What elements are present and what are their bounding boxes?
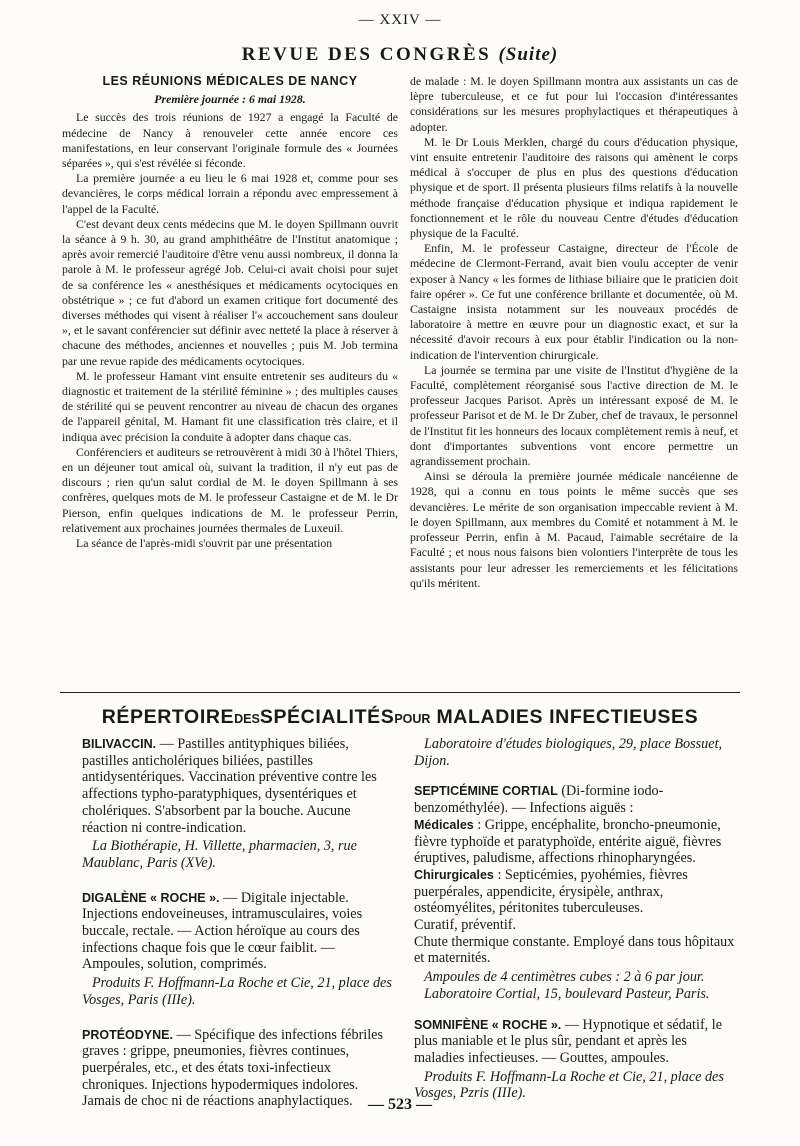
entry-digalene [82, 890, 398, 1009]
product-description: — Pastilles antityphiques biliées, pastilles anticholériques biliées, pastilles antidysentériques. Vaccination préventive contre les affections typho-paratyphiques, dysentériques et cholériques. S'absorbent par la bouche. Aucune réaction ni contre-indication. [82, 736, 377, 836]
indication-label: Médicales [414, 817, 474, 832]
page-title [0, 44, 800, 66]
article-paragraph: M. le professeur Hamant vint ensuite entretenir ses auditeurs du « diagnostic et traitement de la stérilité féminine » ; des multiples causes de stérilité qui se peuvent rencontrer au niveau de chacun des organes de l'appareil génital, M. Hamant fit une classification très claire, et il indiqua avec précision la conduite à adopter dans chaque cas. [62, 368, 398, 444]
indication-text: : Septicémies, pyohémies, fièvres puerpérales, appendicite, érysipèle, anthrax, ostéomyélites, péritonites tuberculeuses. [414, 866, 688, 917]
indication-text: : Grippe, encéphalite, broncho-pneumonie, fièvre typhoïde et paratyphoïde, entérite aiguë, fièvres éruptives, paludisme, affections rhinopharyngées. [414, 816, 722, 867]
article-heading: LES RÉUNIONS MÉDICALES DE NANCY [102, 74, 358, 88]
page-roman-numeral: — XXIV — [358, 12, 442, 28]
page-number: — 523 — [368, 1096, 432, 1113]
product-lab: Laboratoire Cortial, 15, boulevard Pasteur, Paris. [424, 985, 710, 1002]
article-paragraph: C'est devant deux cents médecins que M. le doyen Spillmann ouvrit la séance à 9 h. 30, au grand amphithéâtre de l'Institut anatomique ; après avoir remercié l'auditoire d'être venu aussi nombreux, il donna la parole à M. le professeur agrégé Job. Celui-ci avait choisi pour sujet de sa conférence les « anesthésiques et médicaments ocytociques en obstétrique » ; ce fut d'abord un examen critique fort documenté des diverses méthodes qui visent à réaliser l'« accouchement sans douleur », et le savant conférencier sut définir avec netteté la place à réserver à chacune des méthodes, anciennes et nouvelles ; puis M. Job termina par une revue rapide des médicaments ocytociques. [62, 216, 398, 368]
section-divider [60, 692, 740, 693]
article-paragraph: Ainsi se déroula la première journée médicale nancéienne de 1928, qui a connu en tous points le même succès que ses devancières. Le mérite de son organisation impeccable revient à M. le doyen Spillmann, aux membres du Comité et notamment à M. le professeur Perrin, enfin à M. Pacaud, l'aimable secrétaire de la Faculté ; et nous nous faisons bien volontiers l'interprète de tous les assistants pour leur adresser les remerciements et les félicitations qu'ils méritent. [410, 469, 738, 590]
product-description: — Spécifique des infections fébriles graves : grippe, pneumonies, fièvres continues, puerpérales, etc., et des états toxi-infectieux chroniques. Injections hypodermiques indolores. Jamais de choc ni de réactions anaphylactiques. [82, 1026, 383, 1110]
article-continuation: de malade : M. le doyen Spillmann montra aux assistants un cas de lèpre tuberculeuse, et ce fut pour lui l'occasion d'intéressantes considérations sur les mesures prophylactiques et thérapeutiques à adopter. [410, 74, 738, 134]
entry-bilivaccin [82, 736, 398, 872]
article-paragraph: Conférenciers et auditeurs se retrouvèrent à midi 30 à l'hôtel Thiers, en un déjeuner tout amical où, suivant la tradition, il n'y eut pas de discours ; rien qu'un salut cordial de M. le doyen Spillmann à ses confrères, quelques mots de M. le professeur Castaigne et de M. le Dr Pierson, enfin quelques indications de M. le professeur Perrin, relativement aux prochaines journées thermales de Luxeuil. [62, 444, 398, 535]
product-name: BILIVACCIN. [82, 737, 157, 751]
product-name: PROTÉODYNE. [82, 1027, 173, 1042]
repertoire-title-word: SPÉCIALITÉS [259, 706, 395, 728]
repertoire-title [0, 706, 800, 729]
indication-text: Curatif, préventif. [414, 917, 517, 934]
repertoire-title-word: MALADIES INFECTIEUSES [436, 706, 699, 728]
entry-proteodyne-lab [414, 736, 738, 769]
indication-label: Chirurgicales [414, 867, 494, 882]
product-name: SOMNIFÈNE « ROCHE ». [414, 1017, 562, 1032]
article-paragraph: Le succès des trois réunions de 1927 a engagé la Faculté de médecine de Nancy à renouveler cette année encore ces manifestations, en leur conservant l'originale formule des « Journées séparées », qui s'est révélée si féconde. [62, 110, 398, 171]
title-suffix: (Suite) [498, 44, 559, 65]
product-lab: Laboratoire d'études biologiques, 29, place Bossuet, Dijon. [414, 736, 723, 769]
repertoire-title-word: POUR [394, 712, 431, 726]
product-lab: Produits F. Hoffmann-La Roche et Cie, 21, place des Vosges, Paris (IIIe). [82, 975, 392, 1008]
product-lab: Produits F. Hoffmann-La Roche et Cie, 21, place des Vosges, Pzris (IIIe). [414, 1068, 724, 1102]
repertoire-right-column [414, 736, 738, 1120]
article-paragraph: M. le Dr Louis Merklen, chargé du cours d'éducation physique, vint ensuite entretenir l'auditoire des raisons qui amènent le corps médical à s'occuper de plus en plus des questions d'éducation physique et de sport. Il présenta plusieurs films relatifs à la nouvelle méthode française d'éducation physique et indiqua rapidement le fonctionnement et le rôle du nouveau Centre d'études d'éducation physique de la Faculté. [410, 134, 738, 241]
article-left-column [62, 74, 398, 551]
product-description: — Hypnotique et sédatif, le plus maniable et le plus sûr, pendant et après les maladies infectieuses. — Gouttes, ampoules. [414, 1016, 723, 1066]
article-paragraph: Enfin, M. le professeur Castaigne, directeur de l'École de médecine de Clermont-Ferrand, avait bien voulu accepter de venir exposer à Nancy « les formes de lithiase biliaire que le praticien doit faire opérer ». Ce fut une conférence brillante et documentée, où M. Castaigne insista notamment sur les nouveaux procédés de laboratoire à mettre en œuvre pour un diagnostic exact, et sur la nécessité d'avoir recours à eux pour établir l'indication ou la non-indication de l'intervention chirurgicale. [410, 241, 738, 362]
indication-text: Chute thermique constante. Employé dans tous hôpitaux et maternités. [414, 933, 735, 967]
article-right-column [410, 74, 738, 591]
title-text: REVUE DES CONGRÈS [241, 44, 492, 65]
entry-somnifene [414, 1017, 738, 1103]
article-paragraph: La journée se termina par une visite de l'Institut d'hygiène de la Faculté, complètement réorganisé sous l'active direction de M. le professeur Jacques Parisot. Après un intéressant exposé de M. le professeur Parisot et de M. le Dr Zuber, chef de travaux, le personnel de l'Institut fit les honneurs des locaux complètement remis à neuf, et dont d'importantes subventions vont encore permettre un agrandissement prochain. [410, 362, 738, 469]
entry-septicemine [414, 783, 738, 1002]
repertoire-left-column [82, 736, 398, 1128]
repertoire-title-word: RÉPERTOIRE [101, 706, 235, 728]
product-dosage: Ampoules de 4 centimètres cubes : 2 à 6 par jour. [424, 969, 705, 986]
article-paragraph: La première journée a eu lieu le 6 mai 1928 et, comme pour ses devancières, le corps médical lorrain a répondu avec empressement à l'appel de la Faculté. [62, 171, 398, 216]
product-name: DIGALÈNE « ROCHE ». [82, 890, 220, 905]
product-description: (Di-formine iodo-benzométhylée). — Infections aiguës : [414, 783, 664, 817]
article-subheading: Première journée : 6 mai 1928. [154, 92, 306, 107]
product-description: — Digitale injectable. Injections endoveineuses, intramusculaires, voies buccale, rectale. — Action héroïque au cours des infections chaque fois que le cœur faiblit. — Ampoules, solution, comprimés. [82, 889, 363, 973]
repertoire-title-word: DES [234, 712, 260, 726]
article-paragraph: La séance de l'après-midi s'ouvrit par une présentation [76, 536, 333, 551]
product-name: SEPTICÉMINE CORTIAL [414, 784, 558, 799]
product-lab: La Biothérapie, H. Villette, pharmacien, 3, rue Maublanc, Paris (XVe). [82, 838, 357, 871]
